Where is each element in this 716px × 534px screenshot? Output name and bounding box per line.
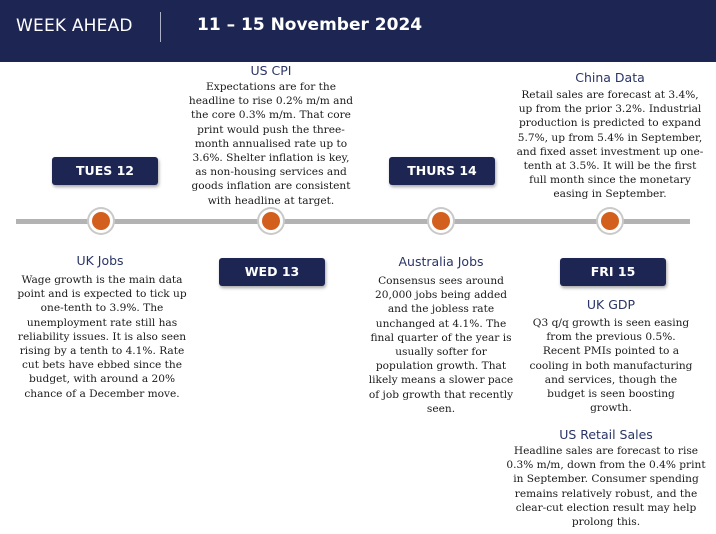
uk-gdp-body: Q3 q/q growth is seen easing from the previous 0.5%. Recent PMIs pointed to a cooling in both manufacturing and services, though the budget is seen boosting growth. [529,317,693,415]
header-label: WEEK AHEAD [16,16,133,36]
china-data-body: Retail sales are forecast at 3.4%, up from the prior 3.2%. Industrial production is predicted to expand 5.7%, up from 5.4% in September, and fixed asset investment up one-tenth at 3.5%. It will be the first full month since the monetary easing in September. [516,89,704,201]
timeline-dot-fri [601,212,619,230]
timeline-dot-wed [262,212,280,230]
uk-jobs-body: Wage growth is the main data point and is expected to tick up one-tenth to 3.9%. The unemployment rate still has reliability issues. It is also seen rising by a tenth to 4.1%. Rate cut bets have ebbed since the budget, with around a 20% chance of a December move. [17,274,187,400]
timeline-dot-thu [432,212,450,230]
uk-gdp-title: UK GDP [586,297,636,312]
day-badge-thu: THURS 14 [389,157,495,185]
us-cpi-body: Expectations are for the headline to rise 0.2% m/m and the core 0.3% m/m. That core print would push the three-month annualised rate up to 3.6%. Shelter inflation is key, as non-housing services and goods inflation are consistent with headline at target. [188,81,354,207]
china-data-title: China Data [575,70,645,85]
day-badge-tue: TUES 12 [52,157,158,185]
australia-jobs-body: Consensus sees around 20,000 jobs being added and the jobless rate unchanged at 4.1%. The final quarter of the year is usually softer for population growth. That likely means a slower pace of job growth that recently seen. [368,275,514,415]
us-cpi-title: US CPI [250,63,292,78]
day-badge-wed: WED 13 [219,258,325,286]
us-retail-sales-body: Headline sales are forecast to rise 0.3% m/m, down from the 0.4% print in September. Consumer spending remains relatively robust, and the clear-cut election result may help prolong this. [506,445,706,529]
header-dates: 11 – 15 November 2024 [197,15,423,35]
header-divider [160,12,161,42]
us-retail-sales-title: US Retail Sales [559,427,653,442]
australia-jobs-title: Australia Jobs [398,254,484,269]
uk-jobs-title: UK Jobs [76,253,124,268]
timeline-dot-tue [92,212,110,230]
day-badge-fri: FRI 15 [560,258,666,286]
timeline-line [16,219,690,224]
header-bar [0,0,716,62]
